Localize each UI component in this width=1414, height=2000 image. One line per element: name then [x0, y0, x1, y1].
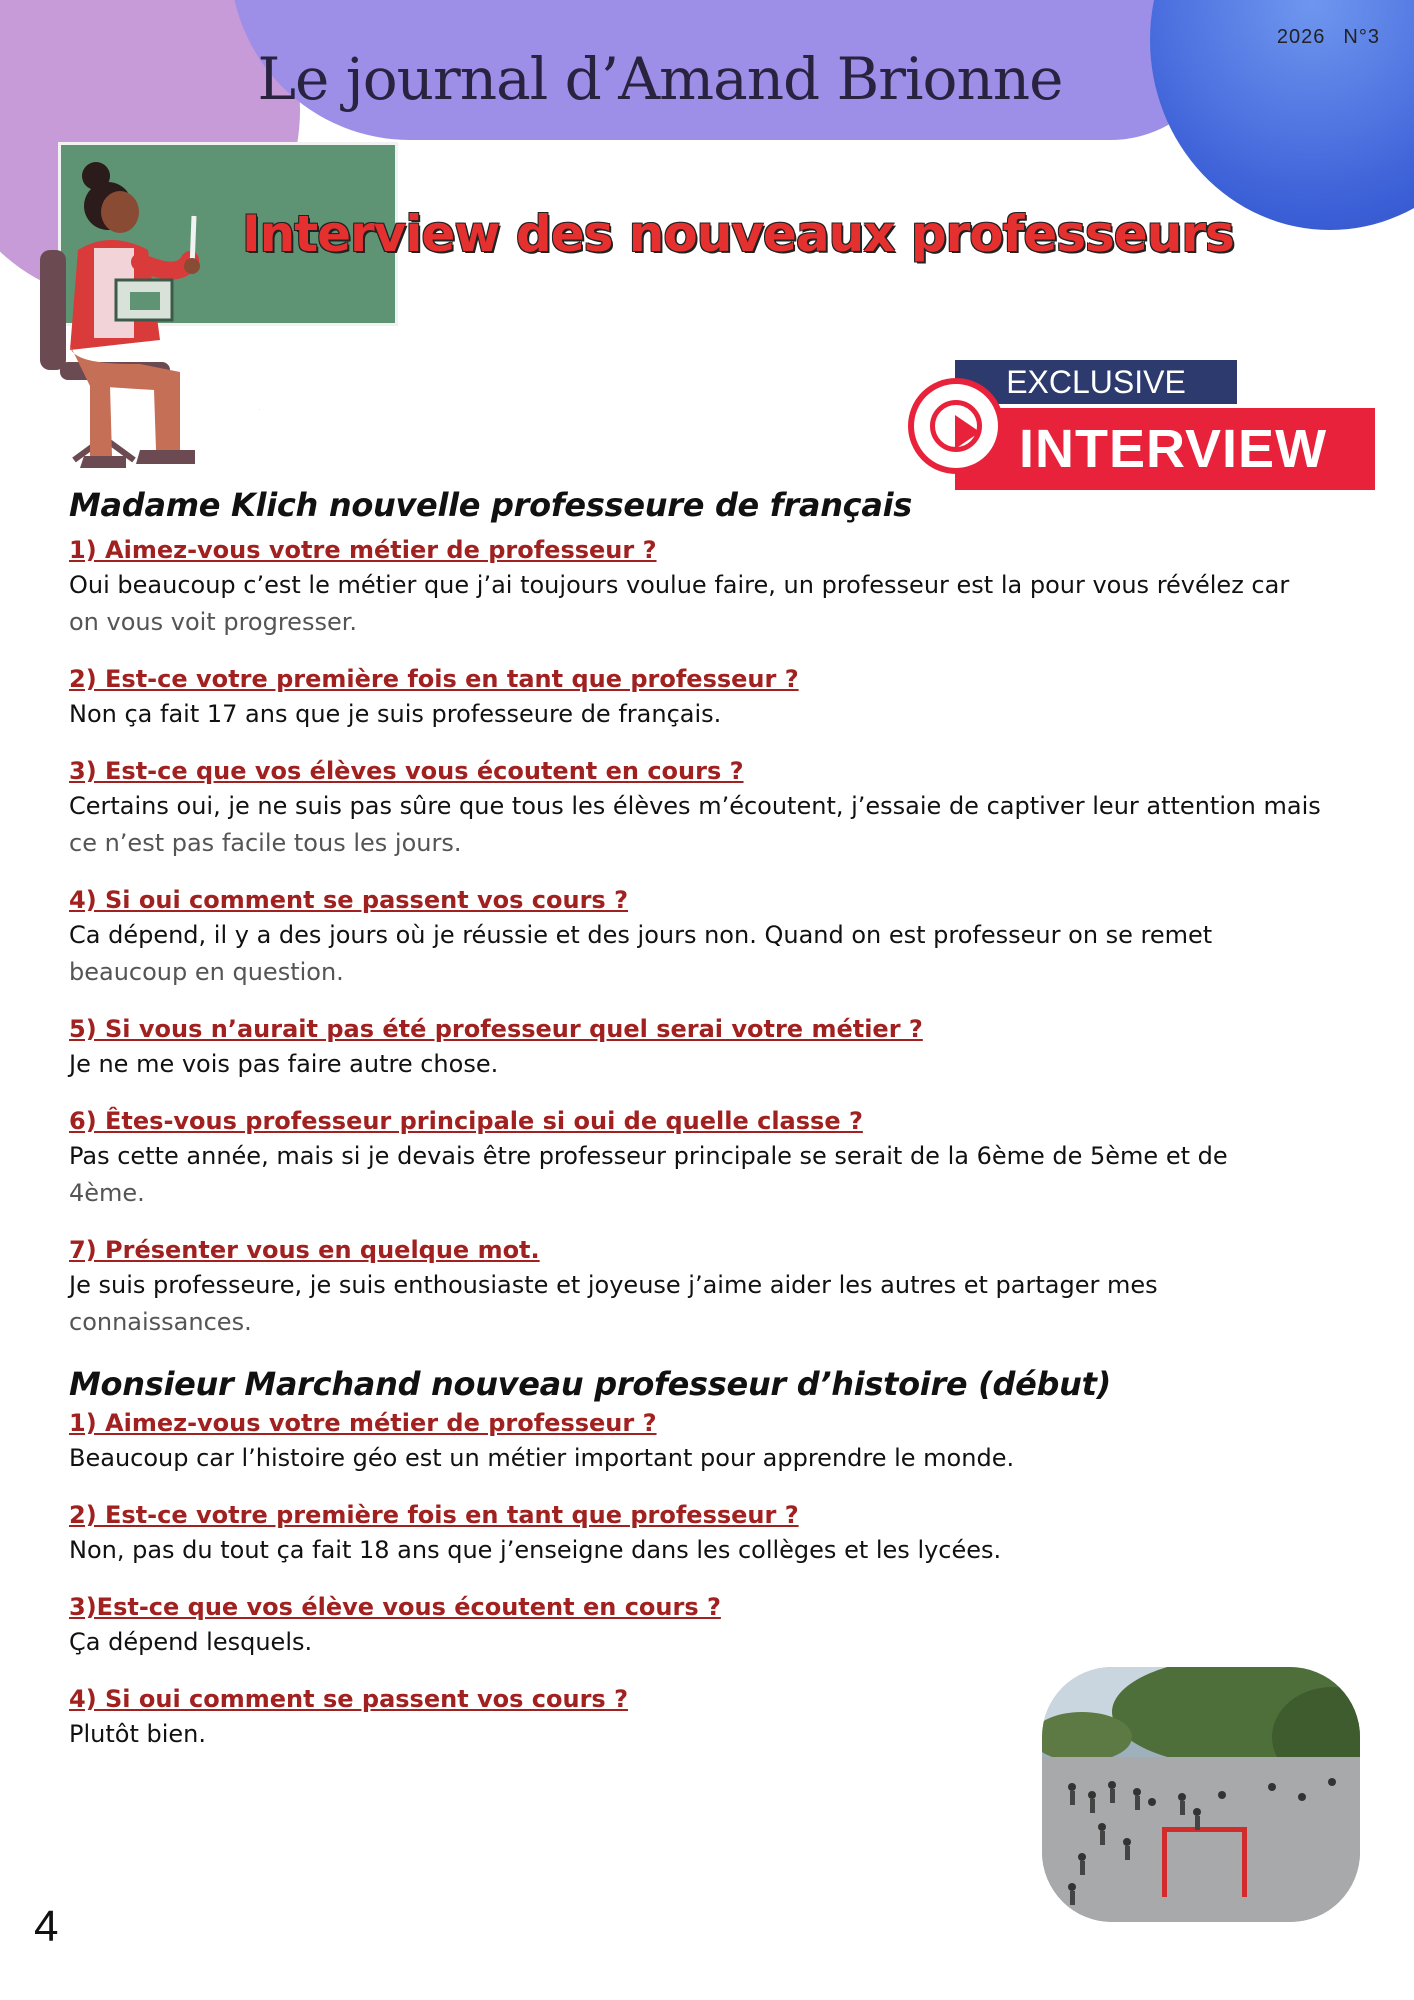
page-number: 4: [34, 1902, 59, 1951]
section-title-klich: Madame Klich nouvelle professeure de français: [69, 486, 913, 524]
play-icon: [908, 378, 1004, 474]
issue-year: 2026: [1276, 26, 1326, 48]
question: 7) Présenter vous en quelque mot.: [69, 1236, 540, 1264]
qa-item: [69, 1107, 1369, 1212]
question: 4) Si oui comment se passent vos cours ?: [69, 1685, 628, 1713]
article-content: [69, 486, 1369, 1777]
answer: Non, pas du tout ça fait 18 ans que j’enseigne dans les collèges et les lycées.: [69, 1536, 1002, 1564]
answer: Certains oui, je ne suis pas sûre que tous les élèves m’écoutent, j’essaie de captiver leur attention mais ce n’est pas facile tous les jours.: [69, 792, 1321, 857]
answer: Oui beaucoup c’est le métier que j’ai toujours voulue faire, un professeur est la pour vous révélez car on vous voit progresser.: [69, 571, 1290, 636]
journal-title: Le journal d’Amand Brionne: [257, 45, 1063, 113]
issue-info: [1277, 26, 1380, 49]
answer: Ça dépend lesquels.: [69, 1628, 313, 1656]
question: 1) Aimez-vous votre métier de professeur ?: [69, 536, 657, 564]
question: 6) Êtes-vous professeur principale si oui de quelle classe ?: [69, 1107, 863, 1135]
schoolyard-photo: [1042, 1667, 1360, 1922]
answer: Ca dépend, il y a des jours où je réussie et des jours non. Quand on est professeur on se remet beaucoup en question.: [69, 921, 1213, 986]
question: 2) Est-ce votre première fois en tant que professeur ?: [69, 665, 799, 693]
qa-item: [69, 665, 1369, 733]
qa-item: [69, 1409, 1369, 1477]
qa-item: [69, 1501, 1369, 1569]
question: 3) Est-ce que vos élèves vous écoutent en cours ?: [69, 757, 744, 785]
qa-item: [69, 1236, 1369, 1341]
answer: Je ne me vois pas faire autre chose.: [69, 1050, 499, 1078]
qa-item: [69, 1593, 1369, 1661]
section-title-marchand: Monsieur Marchand nouveau professeur d’histoire (début): [69, 1365, 1111, 1403]
answer: Plutôt bien.: [69, 1720, 206, 1748]
qa-item: [69, 757, 1369, 862]
qa-item: [69, 886, 1369, 991]
teacher-illustration: [30, 150, 260, 480]
answer: Non ça fait 17 ans que je suis professeure de français.: [69, 700, 722, 728]
question: 3)Est-ce que vos élève vous écoutent en cours ?: [69, 1593, 721, 1621]
qa-item: [69, 1015, 1369, 1083]
answer: Beaucoup car l’histoire géo est un métier important pour apprendre le monde.: [69, 1444, 1015, 1472]
question: 5) Si vous n’aurait pas été professeur quel serai votre métier ?: [69, 1015, 923, 1043]
question: 4) Si oui comment se passent vos cours ?: [69, 886, 628, 914]
exclusive-label: EXCLUSIVE: [955, 360, 1237, 404]
answer: Je suis professeure, je suis enthousiaste et joyeuse j’aime aider les autres et partager mes connaissances.: [69, 1271, 1158, 1336]
question: 2) Est-ce votre première fois en tant que professeur ?: [69, 1501, 799, 1529]
question: 1) Aimez-vous votre métier de professeur ?: [69, 1409, 657, 1437]
interview-label: INTERVIEW: [955, 408, 1375, 490]
main-title: Interview des nouveaux professeurs: [242, 205, 1234, 263]
qa-item: [69, 536, 1369, 641]
issue-number: N°3: [1343, 26, 1380, 48]
answer: Pas cette année, mais si je devais être professeur principale se serait de la 6ème de 5ème et de 4ème.: [69, 1142, 1228, 1207]
